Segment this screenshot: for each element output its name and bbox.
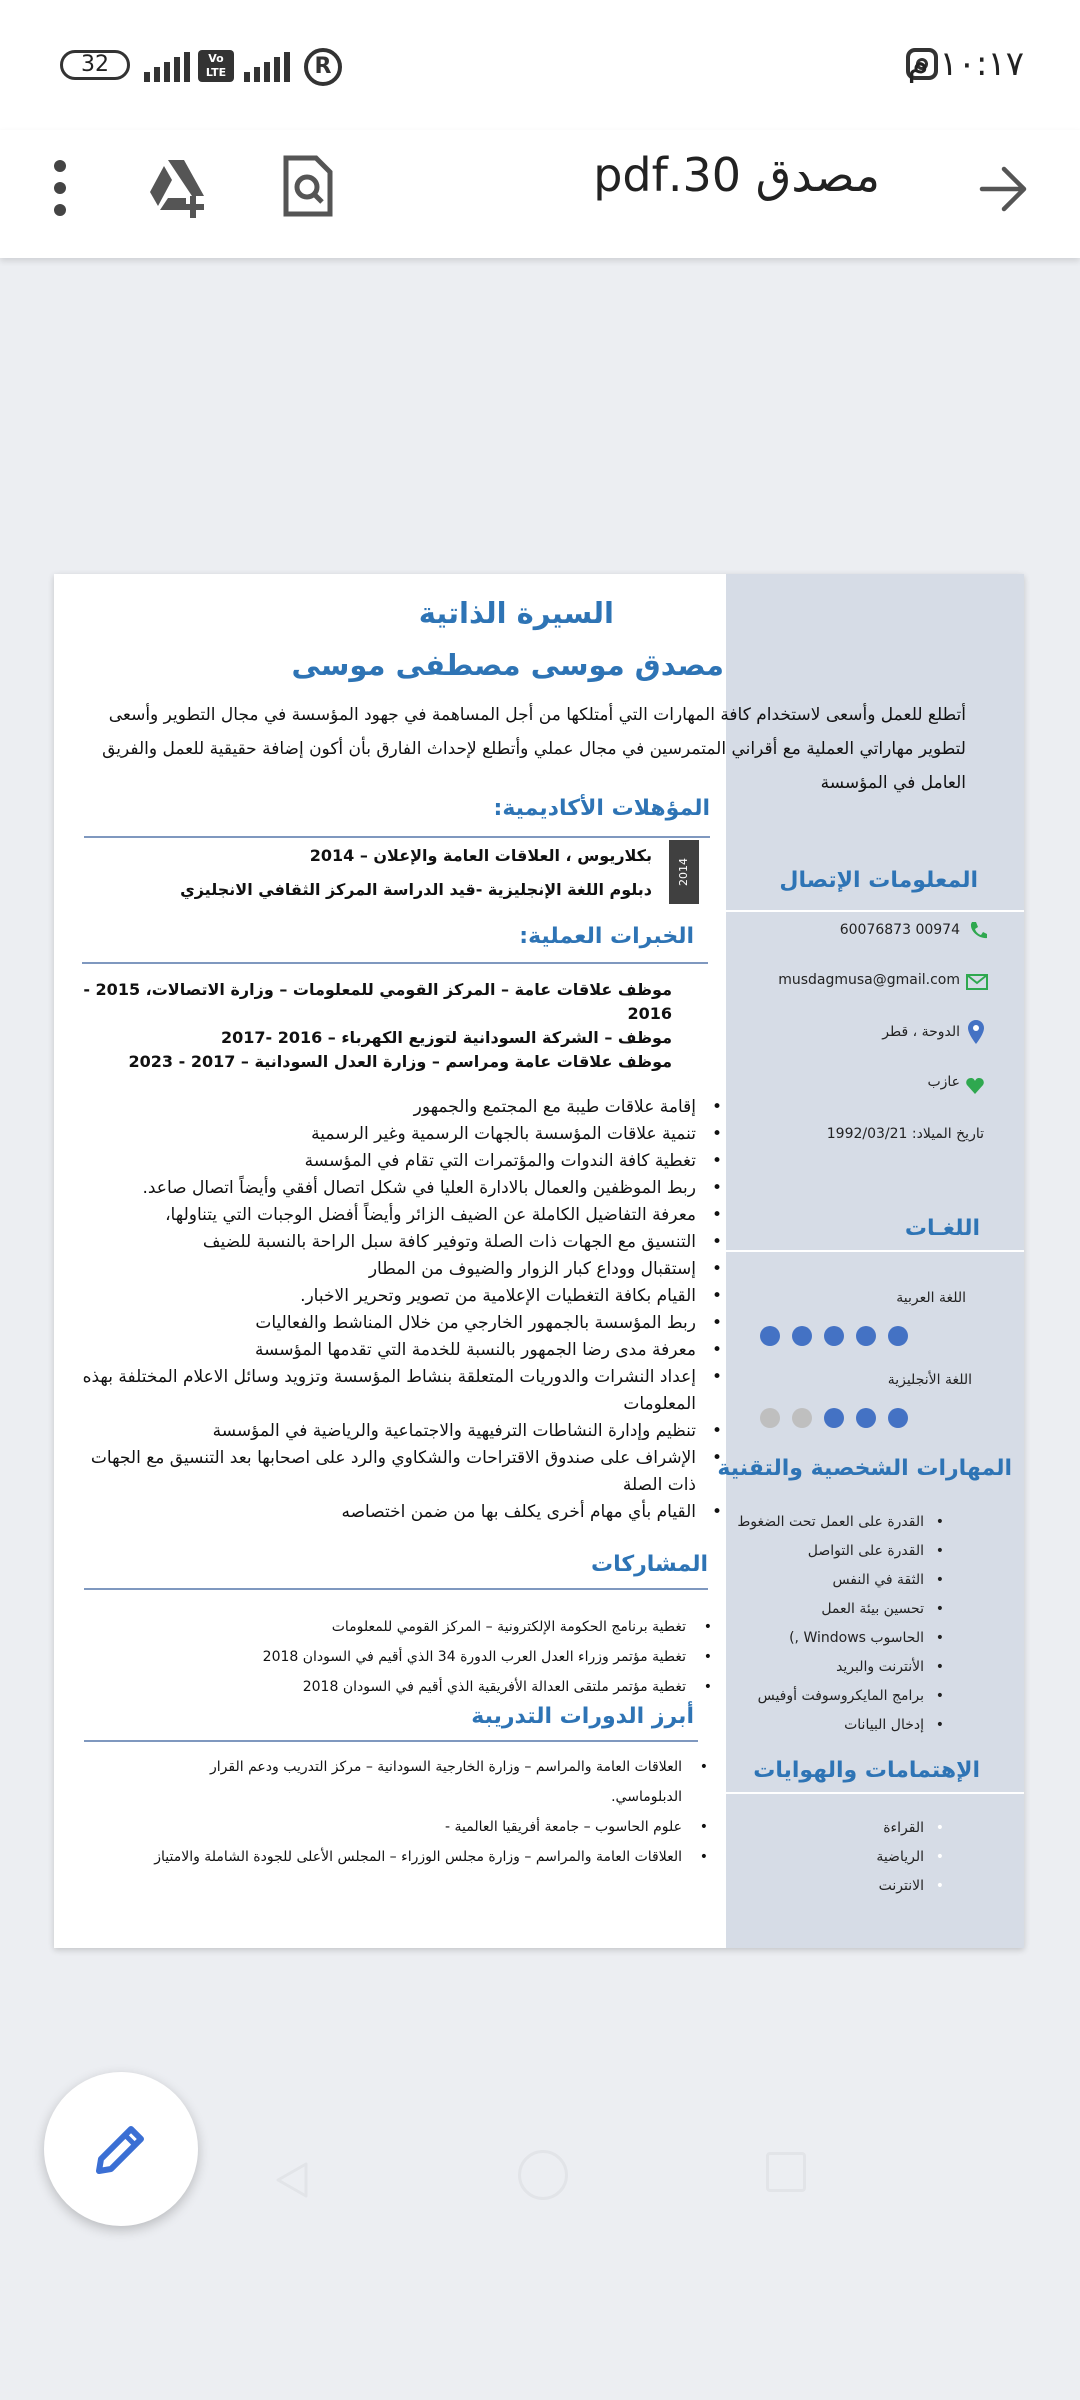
- more-options-icon[interactable]: [48, 156, 72, 220]
- cv-name: مصدق موسى مصطفى موسى: [291, 648, 724, 682]
- courses-divider: [84, 1740, 698, 1742]
- add-to-drive-icon[interactable]: [146, 156, 210, 220]
- contact-birthdate: تاريخ الميلاد: 1992/03/21: [826, 1126, 984, 1142]
- language-name-arabic: اللغة العربية: [896, 1290, 966, 1306]
- status-time: ١٠:١٧ م: [907, 44, 1024, 84]
- nav-back-icon[interactable]: [270, 2158, 314, 2202]
- duty-item: • معرفة مدى رضا الجمهور بالنسبة للخدمة التي تقدمها المؤسسة: [82, 1337, 722, 1364]
- volte-icon: Vo LTE: [198, 50, 234, 82]
- contact-divider: [726, 910, 1024, 912]
- language-level-dot: [888, 1408, 908, 1428]
- edit-button[interactable]: [44, 2072, 198, 2226]
- pdf-page[interactable]: [54, 574, 1024, 1948]
- location-pin-icon: [968, 1020, 984, 1044]
- skill-item: • برامج المايكروسوفت أوفيس: [737, 1682, 944, 1711]
- hobbies-divider: [726, 1792, 1024, 1794]
- participations-list: [92, 1612, 712, 1702]
- contact-heading: المعلومات الإتصال: [779, 868, 978, 893]
- job-item: موظف علاقات عامة – المركز القومي للمعلومات – وزارة الاتصالات، 2015 - 2016: [83, 980, 672, 1023]
- skills-heading: المهارات الشخصية والتقنية: [717, 1456, 1012, 1481]
- language-level-dot: [824, 1408, 844, 1428]
- skill-item: • القدرة على التواصل: [737, 1537, 944, 1566]
- participation-item: • تغطية برنامج الحكومة الإلكترونية – المركز القومي للمعلومات: [92, 1612, 712, 1642]
- participation-item: • تغطية مؤتمر وزراء العدل العرب الدورة 34 الذي أقيم في السودان 2018: [92, 1642, 712, 1672]
- duty-item: • القيام بكافة التغطيات الإعلامية من تصوير وتحرير الاخبار.: [82, 1283, 722, 1310]
- skill-item: • تحسين بيئة العمل: [737, 1595, 944, 1624]
- pencil-icon: [91, 2119, 151, 2179]
- duty-item: • ربط الموظفين والعمال بالادارة العليا في شكل اتصال أفقي وأيضاً اتصال صاعد.: [82, 1175, 722, 1202]
- duty-item: • ربط المؤسسة بالجمهور الخارجي من خلال المناشط والفعاليات: [82, 1310, 722, 1337]
- courses-list: [148, 1752, 708, 1872]
- search-document-icon[interactable]: [282, 154, 334, 218]
- job-item: موظف – الشركة السودانية لتوزيع الكهرباء – 2016 -2017: [220, 1028, 672, 1047]
- duty-item: • تغطية كافة الندوات والمؤتمرات التي تقام في المؤسسة: [82, 1148, 722, 1175]
- course-item: • العلاقات العامة والمراسم – وزارة مجلس الوزراء – المجلس الأعلى للجودة الشاملة والامتياز: [148, 1842, 708, 1872]
- language-level-dot: [888, 1326, 908, 1346]
- participations-divider: [84, 1588, 708, 1590]
- document-title: مصدق 30.pdf: [593, 148, 880, 202]
- registered-icon: R: [304, 48, 342, 86]
- languages-heading: اللغـات: [904, 1216, 980, 1241]
- back-arrow-icon[interactable]: [978, 164, 1028, 214]
- hobby-item: • الانترنت: [876, 1872, 944, 1901]
- education-year-tab: 2014: [669, 840, 699, 904]
- jobs-list: [76, 978, 672, 1074]
- heart-icon: [966, 1078, 984, 1094]
- skills-list: [737, 1508, 944, 1740]
- cv-objective: أتطلع للعمل وأسعى لاستخدام كافة المهارات التي أمتلكها من أجل المساهمة في جهود المؤسسة في مجال التطوير وأسعى لتطوير مهاراتي العملية مع أقراني المتمرسين في مجال عملي وأتطلع لإحداث الفارق بأن أكون إضافة حقيقية للعمل والفريق العامل في المؤسسة: [102, 705, 966, 793]
- course-item: • العلاقات العامة والمراسم – وزارة الخارجية السودانية – مركز التدريب ودعم القرار الدبلوماسي.: [148, 1752, 708, 1812]
- hobby-item: • الرياضية: [876, 1843, 944, 1872]
- experience-heading: الخبرات العملية:: [519, 924, 694, 949]
- job-item: موظف علاقات عامة ومراسم – وزارة العدل السودانية – 2017 - 2023: [128, 1052, 672, 1071]
- education-divider: [84, 836, 710, 838]
- status-bar: [0, 0, 1080, 130]
- hobbies-heading: الإهتمامات والهوايات: [753, 1758, 980, 1783]
- participations-heading: المشاركات: [590, 1552, 708, 1577]
- contact-email: musdagmusa@gmail.com: [778, 972, 960, 988]
- language-level-dot: [760, 1326, 780, 1346]
- language-level-dot: [824, 1326, 844, 1346]
- hobby-item: • القراءة: [876, 1814, 944, 1843]
- education-heading: المؤهلات الأكاديمية:: [493, 796, 710, 821]
- duty-item: • إعداد النشرات والدوريات المتعلقة بنشاط المؤسسة وتزويد وسائل الاعلام المختلفة بهذه المعلومات: [82, 1364, 722, 1418]
- hobbies-list: [876, 1814, 944, 1901]
- language-level-dot: [792, 1326, 812, 1346]
- language-level-dot: [856, 1408, 876, 1428]
- language-level-dot: [760, 1408, 780, 1428]
- skill-item: • الأنترنت والبريد: [737, 1653, 944, 1682]
- languages-divider: [726, 1250, 1024, 1252]
- contact-marital-status: عازب: [927, 1074, 960, 1090]
- app-toolbar: [0, 130, 1080, 258]
- education-item: دبلوم اللغة الإنجليزية -قيد الدراسة المركز الثقافي الانجليزي: [180, 880, 652, 899]
- duty-item: • إقامة علاقات طيبة مع المجتمع والجمهور: [82, 1094, 722, 1121]
- education-item: بكلاريوس ، العلاقات العامة والإعلان – 2014: [309, 846, 652, 865]
- skill-item: • الحاسوب Windows ,): [737, 1624, 944, 1653]
- courses-heading: أبرز الدورات التدريبة: [471, 1704, 694, 1729]
- language-level-dot: [792, 1408, 812, 1428]
- nav-recents-icon[interactable]: [766, 2152, 806, 2192]
- duties-list: [82, 1094, 722, 1526]
- signal-icon-2: [244, 52, 290, 82]
- nav-home-icon[interactable]: [518, 2150, 568, 2200]
- duty-item: • إستقبال ووداع كبار الزوار والضيوف من المطار: [82, 1256, 722, 1283]
- participation-item: • تغطية مؤتمر ملتقى العدالة الأفريقية الذي أقيم في السودان 2018: [92, 1672, 712, 1702]
- battery-indicator: 32: [60, 50, 130, 80]
- contact-phone: 00974 60076873: [839, 922, 960, 938]
- skill-item: • الثقة في النفس: [737, 1566, 944, 1595]
- contact-location: الدوحة ، قطر: [882, 1024, 960, 1040]
- skill-item: • القدرة على العمل تحت الضغوط: [737, 1508, 944, 1537]
- experience-divider: [82, 962, 708, 964]
- course-item: • علوم الحاسوب – جامعة أفريقيا العالمية -: [148, 1812, 708, 1842]
- email-icon: [966, 974, 988, 990]
- duty-item: • تنمية علاقات المؤسسة بالجهات الرسمية وغير الرسمية: [82, 1121, 722, 1148]
- duty-item: • الإشراف على صندوق الاقتراحات والشكاوي والرد على اصحابها بعد التنسيق مع الجهات ذات الصلة: [82, 1445, 722, 1499]
- cv-title: السيرة الذاتية: [418, 596, 614, 630]
- language-name-english: اللغة الأنجليزية: [887, 1372, 972, 1388]
- duty-item: • القيام بأي مهام أخرى يكلف بها من ضمن اختصاصه: [82, 1499, 722, 1526]
- duty-item: • معرفة التفاضيل الكاملة عن الضيف الزائر وأيضاً أفضل الوجبات التي يتناولها،: [82, 1202, 722, 1229]
- skill-item: • إدخال البيانات: [737, 1711, 944, 1740]
- signal-icon: [144, 52, 190, 82]
- duty-item: • تنظيم وإدارة النشاطات الترفيهية والاجتماعية والرياضية في المؤسسة: [82, 1418, 722, 1445]
- phone-icon: [968, 920, 988, 942]
- language-level-dot: [856, 1326, 876, 1346]
- duty-item: • التنسيق مع الجهات ذات الصلة وتوفير كافة سبل الراحة بالنسبة للضيف: [82, 1229, 722, 1256]
